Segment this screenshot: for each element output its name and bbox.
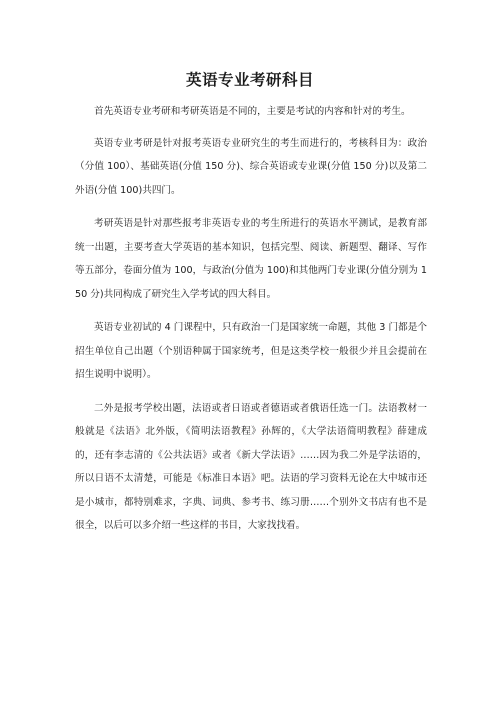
paragraph-preliminary-exam: 英语专业初试的 4 门课程中，只有政治一门是国家统一命题，其他 3 门都是个招生单位自己出题（个别语种属于国家统考，但是这类学校一般很少并且会提前在招生说明中说明）。 [75, 322, 427, 380]
document-title: 英语专业考研科目 [185, 71, 314, 89]
paragraph-postgraduate-english: 考研英语是针对那些报考非英语专业的考生所进行的英语水平测试，是教育部统一出题，主要考查大学英语的基本知识，包括完型、阅读、新题型、翻译、写作等五部分，卷面分值为 100，与政治(分值为 100)和其他两门专业课(分值分别为 150 分)共同构成了研究生入学考试的四大科目。 [75, 218, 427, 300]
paragraph-english-major-exam: 英语专业考研是针对报考英语专业研究生的考生而进行的，考核科目为：政治（分值 100）、基础英语(分值 150 分)、综合英语或专业课(分值 150 分)以及第二外语(分值 100)共四门。 [75, 137, 427, 196]
document-body [75, 100, 427, 548]
paragraph-intro: 首先英语专业考研和考研英语是不同的，主要是考试的内容和针对的考生。 [94, 106, 411, 117]
paragraph-second-foreign-language: 二外是报考学校出题，法语或者日语或者德语或者俄语任选一门。法语教材一般就是《法语》北外版，《简明法语教程》孙辉的，《大学法语简明教程》薛建成的，还有李志清的《公共法语》或者《新大学法语》……因为我二外是学法语的，所以日语不太清楚，可能是《标准日本语》吧。法语的学习资料无论在大中城市还是小城市，都特别难求，字典、词典、参考书、练习册……个别外文书店有也不是很全，以后可以多介绍一些这样的书目，大家找找看。 [75, 402, 427, 531]
